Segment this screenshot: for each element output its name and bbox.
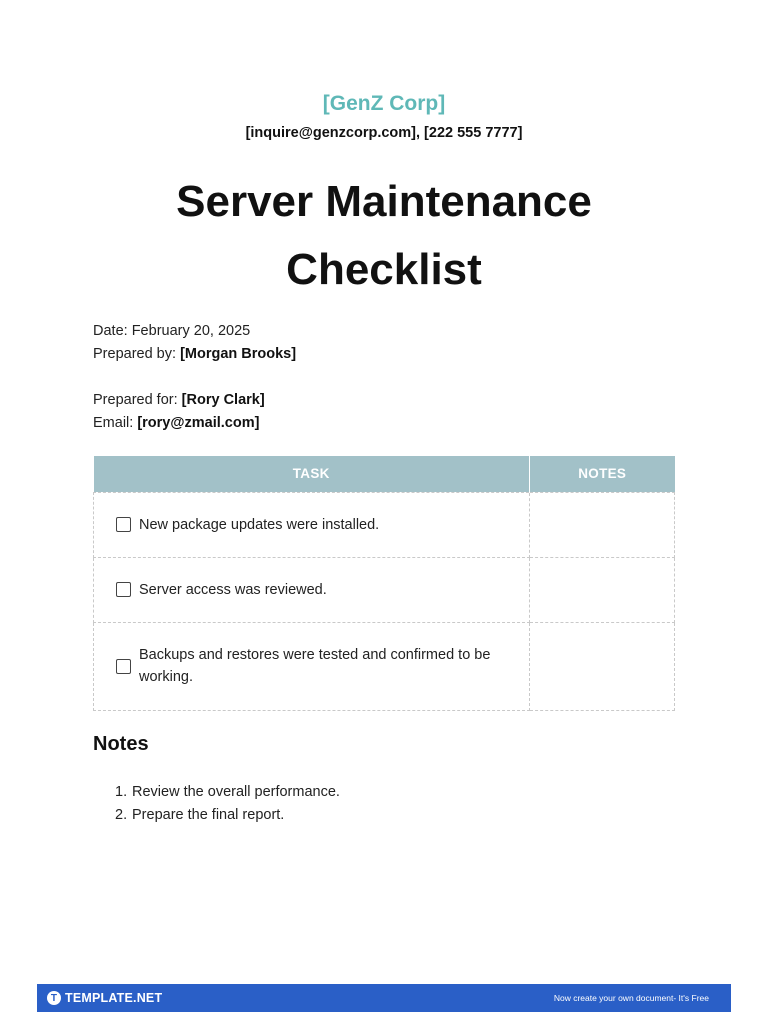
date-label: Date: (93, 323, 128, 339)
list-item-text: Prepare the final report. (132, 807, 285, 823)
email-label: Email: (93, 415, 134, 431)
footer-banner[interactable] (37, 984, 731, 1012)
task-cell (94, 622, 530, 710)
task-checkbox[interactable] (116, 582, 131, 597)
task-cell (94, 557, 530, 622)
task-text: Backups and restores were tested and confirmed to be working. (139, 647, 491, 685)
prepared-for-label: Prepared for: (93, 392, 178, 408)
prepared-by-line (93, 343, 296, 366)
notes-cell[interactable] (530, 557, 675, 622)
footer-tagline: Now create your own document- It's Free (553, 993, 709, 1003)
list-item-number: 1. (115, 784, 128, 800)
email-value: [rory@zmail.com] (137, 415, 260, 431)
list-item (115, 804, 340, 827)
notes-cell[interactable] (530, 622, 675, 710)
table-header-row (94, 456, 675, 492)
list-item (115, 781, 340, 804)
task-cell (94, 492, 530, 557)
list-item-number: 2. (115, 807, 128, 823)
task-checkbox[interactable] (116, 517, 131, 532)
title-line-2: Checklist (286, 245, 482, 294)
date-line (93, 320, 296, 343)
table-row (94, 622, 675, 710)
template-logo-icon: T (47, 991, 61, 1005)
task-column-header: TASK (94, 456, 530, 492)
notes-cell[interactable] (530, 492, 675, 557)
task-text: New package updates were installed. (139, 516, 380, 533)
prepared-for-line (93, 389, 265, 412)
notes-list (115, 781, 340, 827)
company-contact: [inquire@genzcorp.com], [222 555 7777] (245, 125, 523, 141)
list-item-text: Review the overall performance. (132, 784, 340, 800)
checklist-table (93, 456, 675, 711)
notes-heading: Notes (93, 733, 149, 755)
title-line-1: Server Maintenance (176, 177, 592, 226)
meta-block-recipient (93, 389, 265, 435)
prepared-for-value: [Rory Clark] (181, 392, 265, 408)
table-row (94, 557, 675, 622)
date-value: February 20, 2025 (131, 323, 251, 339)
task-text: Server access was reviewed. (139, 581, 327, 598)
notes-column-header: NOTES (530, 456, 675, 492)
company-name: [GenZ Corp] (322, 92, 446, 115)
document-title (0, 168, 768, 304)
brand-name: TEMPLATE.NET (65, 991, 163, 1005)
meta-block-author (93, 320, 296, 366)
prepared-by-label: Prepared by: (93, 346, 177, 362)
prepared-by-value: [Morgan Brooks] (180, 346, 297, 362)
task-checkbox[interactable] (116, 659, 131, 674)
brand-link[interactable] (47, 991, 162, 1005)
table-row (94, 492, 675, 557)
email-line (93, 412, 265, 435)
